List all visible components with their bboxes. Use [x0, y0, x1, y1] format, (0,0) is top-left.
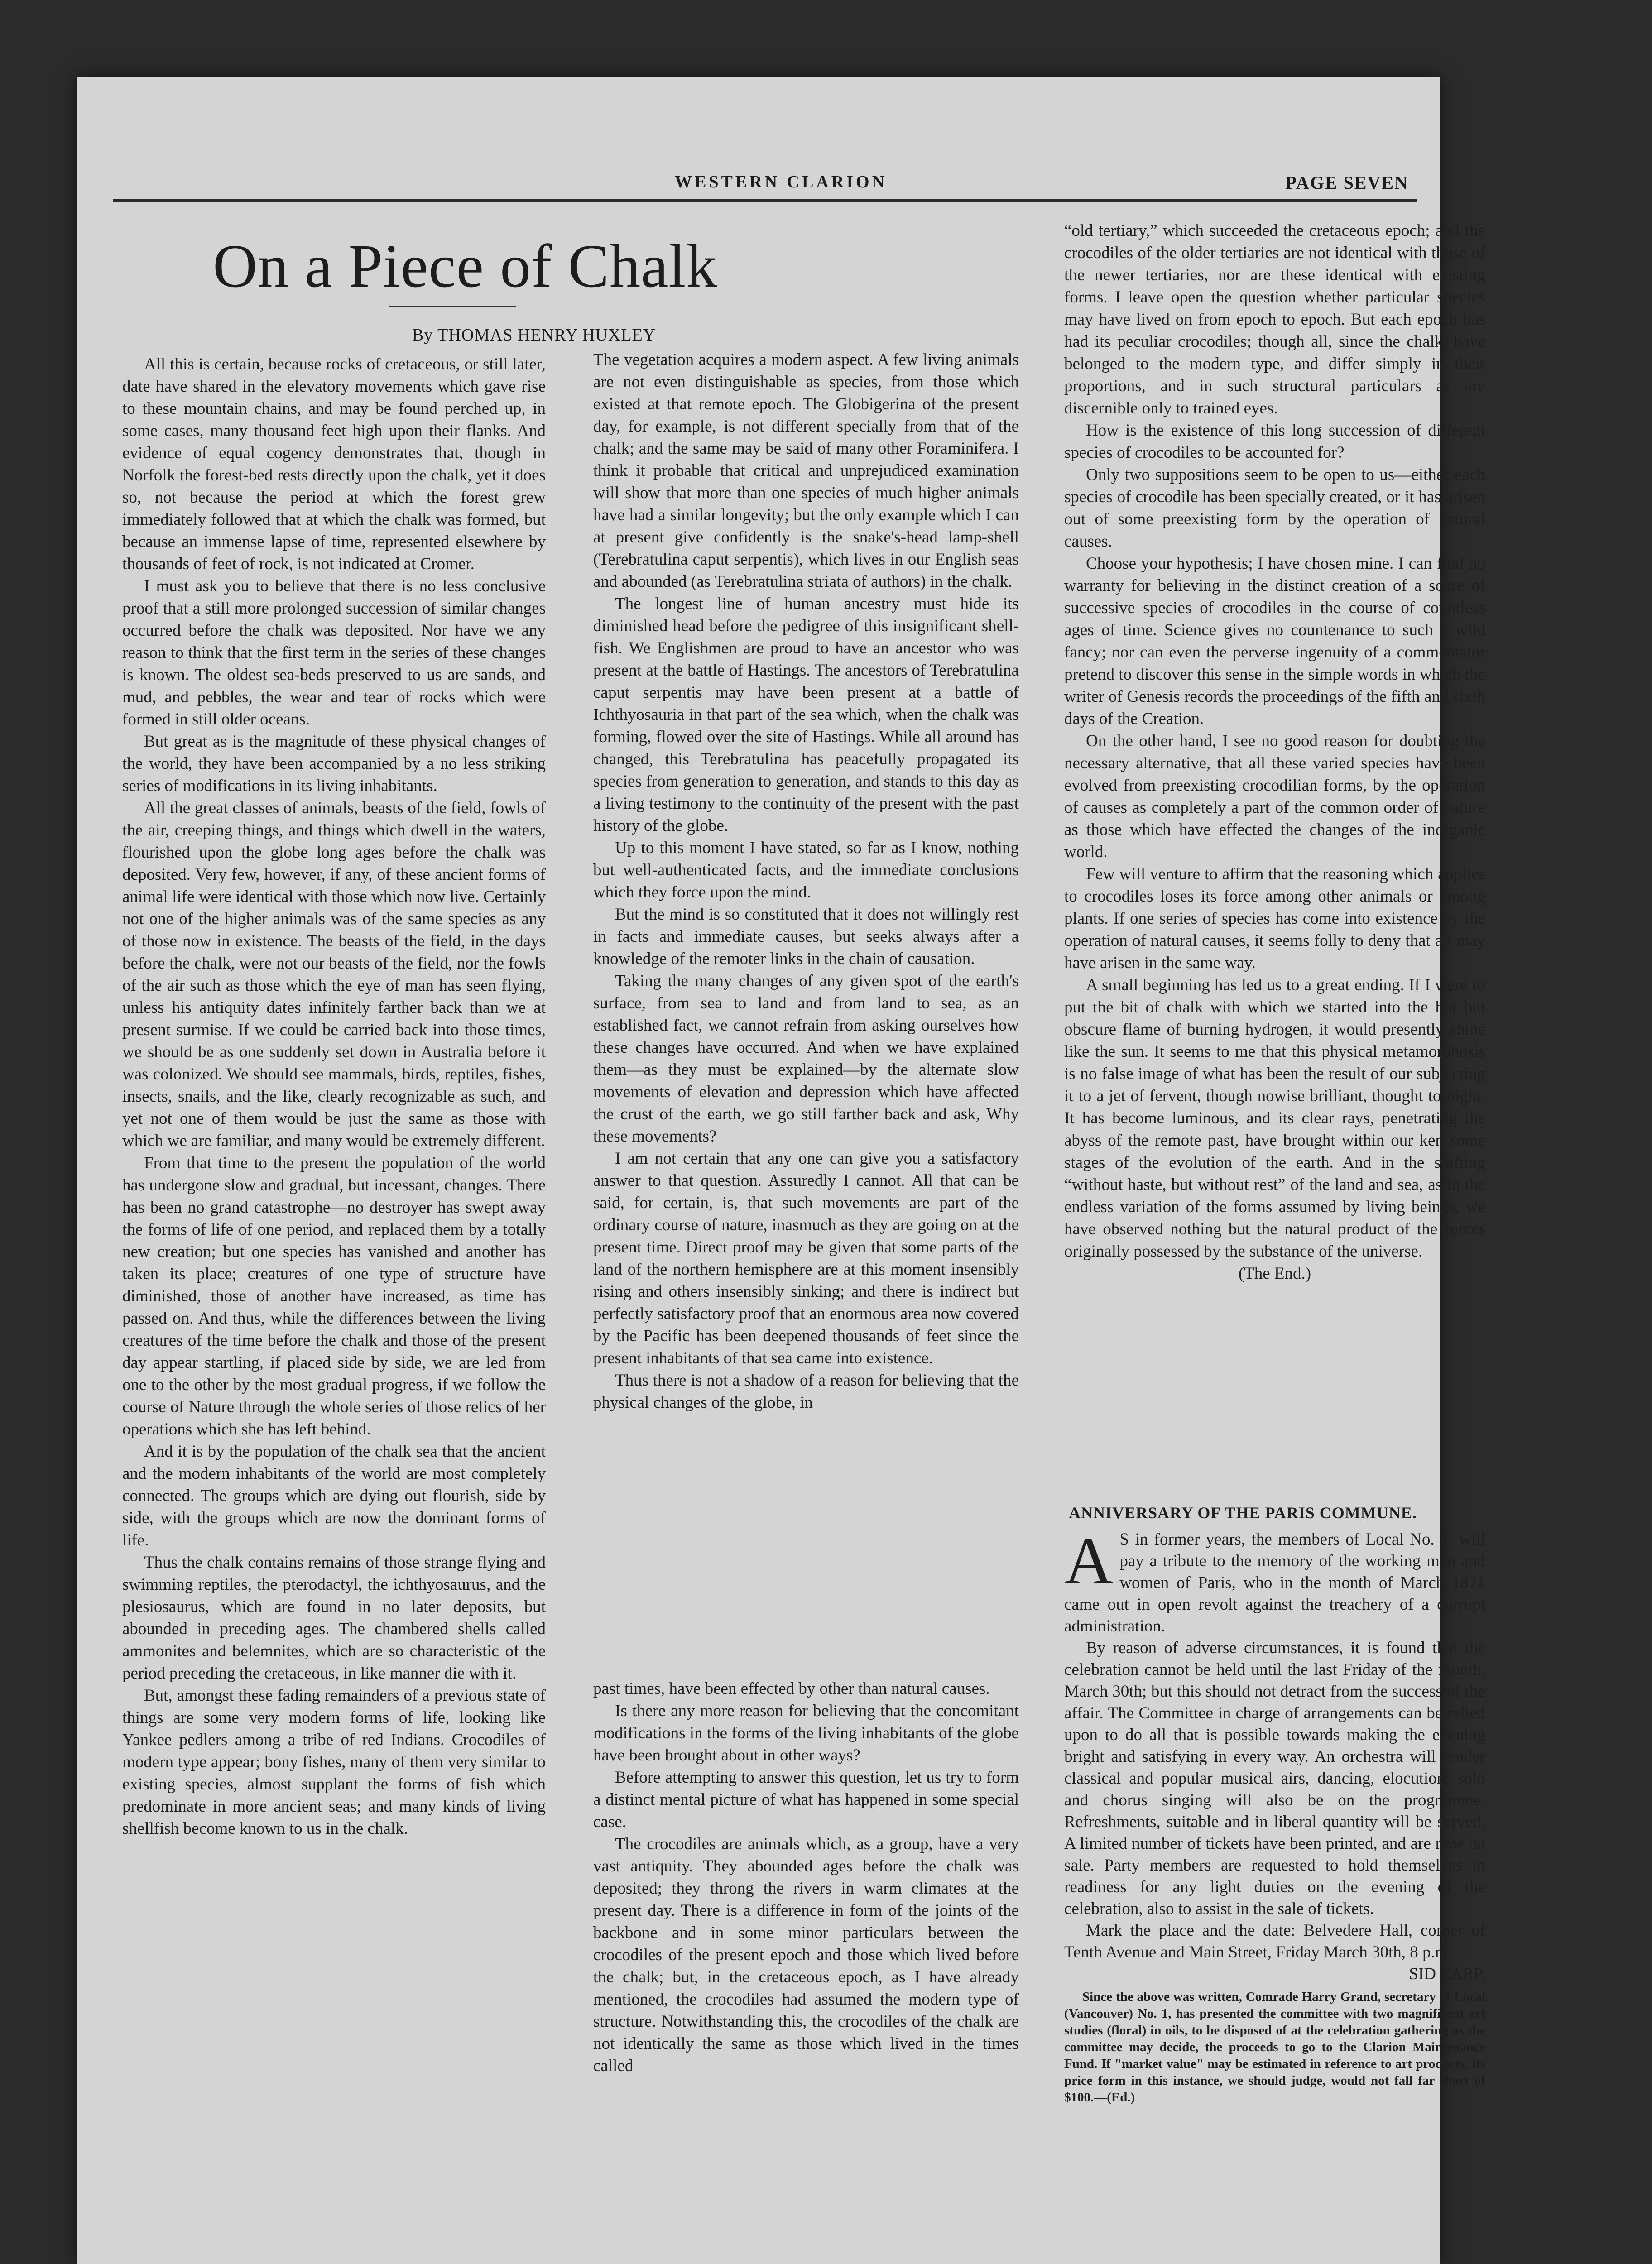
newspaper-name: WESTERN CLARION — [675, 173, 888, 192]
article-byline: By THOMAS HENRY HUXLEY — [412, 326, 656, 345]
paragraph: Taking the many changes of any given spot of the earth's surface, from sea to land and from land to sea, as an established fact, we cannot refrain from asking ourselves how these changes have occurred. And when we have explained them—as they must be explained—by the alternate slow movements of elevation and depression which have affected the crust of the earth, we go still farther back and ask, Why these movements? — [593, 972, 1019, 1146]
paragraph: On the other hand, I see no good reason for doubting the necessary alternative, that all these varied species have been evolved from preexisting crocodilian forms, by the operation of causes as completely a part of the common order of nature as those which have effected the changes of the inorganic world. — [1064, 732, 1485, 861]
notice-heading: ANNIVERSARY OF THE PARIS COMMUNE. — [1069, 1504, 1417, 1522]
paragraph: Before attempting to answer this question, let us try to form a distinct mental picture of what has happened in some special case. — [593, 1768, 1019, 1831]
paragraph: All this is certain, because rocks of cretaceous, or still later, date have shared in the elevatory movements which gave rise to these mountain chains, and may be found perched up, in some cases, many thousand feet high upon their flanks. And evidence of equal cogency demonstrates that, though in Norfolk the forest-bed rests directly upon the chalk, yet it does so, not because the period at which the forest grew immediately followed that at which the chalk was formed, but because an immense lapse of time, represented elsewhere by thousands of feet of rock, is not indicated at Cromer. — [122, 355, 546, 573]
paragraph: I am not certain that any one can give you a satisfactory answer to that question. Assuredly I cannot. All that can be said, for certain, is, that such movements are part of the ordinary course of nature, inasmuch as they are going on at the present time. Direct proof may be given that some parts of the land of the northern hemisphere are at this moment insensibly rising and others insensibly sinking; and there is indirect but perfectly satisfactory proof that an enormous area now covered by the Pacific has been deepened thousands of feet since the present inhabitants of that sea came into existence. — [593, 1149, 1019, 1367]
title-rule — [389, 306, 516, 307]
paragraph: How is the existence of this long succession of different species of crocodiles to be accounted for? — [1064, 421, 1485, 462]
paragraph: The vegetation acquires a modern aspect. A few living animals are not even distinguishable as species, from those which existed at that remote epoch. The Globigerina of the present day, for example, is not different specially from that of the chalk; and the same may be said of many other Foraminifera. I think it probable that critical and unprejudiced examination will show that more than one species of much higher animals have had a similar longevity; but the only example which I can at present give confidently is the snake's-head lamp-shell (Terebratulina caput serpentis), which lives in our English seas and abounded (as Terebratulina striata of authors) in the chalk. — [593, 350, 1019, 591]
paragraph: By reason of adverse circumstances, it is found that the celebration cannot be held until the last Friday of the month, March 30th; but this should not detract from the success of the affair. The Committee in charge of arrangements can be relied upon to do all that is possible towards making the evening bright and satisfying in every way. An orchestra will render classical and popular musical airs, dancing, elocution, solo and chorus singing will also be on the programme. Refreshments, suitable and in liberal quantity will be served. A limited number of tickets have been printed, and are now on sale. Party members are requested to hold themselves in readiness for any light duties on the evening of the celebration, also to assist in the sale of tickets. — [1064, 1639, 1485, 1918]
end-mark: (The End.) — [1238, 1264, 1311, 1283]
masthead — [113, 172, 1417, 202]
paragraph: Mark the place and the date: Belvedere Hall, corner of Tenth Avenue and Main Street, Friday March 30th, 8 p.m. — [1064, 1921, 1485, 1962]
paragraph: The longest line of human ancestry must hide its diminished head before the pedigree of this insignificant shell-fish. We Englishmen are proud to have an ancestor who was present at the battle of Hastings. The ancestors of Terebratulina caput serpentis may have been present at a battle of Ichthyosauria in that part of the sea which, when the chalk was forming, flowed over the site of Hastings. While all around has changed, this Terebratulina has peacefully propagated its species from generation to generation, and stands to this day as a living testimony to the continuity of the present with the past history of the globe. — [593, 595, 1019, 835]
paragraph: Few will venture to affirm that the reasoning which applies to crocodiles loses its force among other animals or among plants. If one series of species has come into existence by the operation of natural causes, it seems folly to deny that all may have arisen in the same way. — [1064, 865, 1485, 972]
paragraph: I must ask you to believe that there is no less conclusive proof that a still more prolonged succession of similar changes occurred before the chalk was deposited. Nor have we any reason to think that the first term in the series of these changes is known. The oldest sea-beds preserved to us are sands, and mud, and pebbles, the wear and tear of rocks which were formed in still older oceans. — [122, 577, 546, 729]
paragraph: Choose your hypothesis; I have chosen mine. I can find no warranty for believing in the distinct creation of a score of successive species of crocodiles in the course of countless ages of time. Science gives no countenance to such a wild fancy; nor can even the perverse ingenuity of a commentator pretend to discover this sense in the simple words in which the writer of Genesis records the proceedings of the fifth and sixth days of the Creation. — [1064, 554, 1485, 728]
notice-first-paragraph — [1064, 1523, 1485, 1637]
paragraph: past times, have been effected by other than natural causes. — [593, 1679, 990, 1698]
notice-body — [1064, 1523, 1485, 2106]
paragraph: “old tertiary,” which succeeded the cretaceous epoch; and the crocodiles of the older tertiaries are not identical with those of the newer tertiaries, nor are these identical with existing forms. I leave open the question whether particular species may have lived on from epoch to epoch. But each epoch has had its peculiar crocodiles; though all, since the chalk, have belonged to the modern type, and differ simply in their proportions, and in such structural particulars as are discernible only to trained eyes. — [1064, 221, 1485, 417]
paragraph: All the great classes of animals, beasts of the field, fowls of the air, creeping things, and things which dwell in the waters, flourished upon the globe long ages before the chalk was deposited. Very few, however, if any, of these ancient forms of animal life were identical with those which now live. Certainly not one of the higher animals was of the same species as any of those now in existence. The beasts of the field, in the days before the chalk, were not our beasts of the field, nor the fowls of the air such as those which the eye of man has seen flying, unless his antiquity dates infinitely farther back than we at present surmise. If we could be carried back into those times, we should be as one suddenly set down in Australia before it was colonized. We should see mammals, birds, reptiles, fishes, insects, snails, and the like, clearly recognizable as such, and yet not one of them would be just the same as those with which we are familiar, and many would be extremely different. — [122, 799, 546, 1150]
article-title: On a Piece of Chalk — [213, 232, 718, 300]
page-number: PAGE SEVEN — [1285, 173, 1408, 193]
paragraph: Thus there is not a shadow of a reason for believing that the physical changes of the globe, in — [593, 1371, 1019, 1412]
drop-cap: A — [1064, 1523, 1114, 1598]
article-column-2-bottom — [593, 1678, 1019, 2171]
article-column-2-top — [593, 349, 1019, 1666]
notice-first-text: S in former years, the members of Local No. 1, will pay a tribute to the memory of the working men and women of Paris, who in the month of March 1871 came out in open revolt against the treachery of a corrupt administration. — [1064, 1530, 1485, 1636]
paragraph: But the mind is so constituted that it does not willingly rest in facts and immediate causes, but seeks always after a knowledge of the remoter links in the chain of causation. — [593, 905, 1019, 968]
paragraph: Only two suppositions seem to be open to us—either each species of crocodile has been specially created, or it has arisen out of some preexisting form by the operation of natural causes. — [1064, 465, 1485, 551]
paragraph: Is there any more reason for believing that the concomitant modifications in the forms of the living inhabitants of the globe have been brought about in other ways? — [593, 1702, 1019, 1765]
editor-note: Since the above was written, Comrade Harry Grand, secretary of Local (Vancouver) No. 1, has presented the committee with two magnificent art studies (floral) in oils, to be disposed of at the celebration gathering as the committee may decide, the proceeds to go to the Clarion Maintenance Fund. If "market value" may be estimated in reference to art products, its price form in this instance, we should judge, would not fall far short of $100.—(Ed.) — [1064, 1990, 1485, 2105]
paragraph: But great as is the magnitude of these physical changes of the world, they have been accompanied by a no less striking series of modifications in its living inhabitants. — [122, 732, 546, 795]
newspaper-page — [77, 77, 1485, 2264]
paragraph: Thus the chalk contains remains of those strange flying and swimming reptiles, the pterodactyl, the ichthyosaurus, and the plesiosaurus, which are found in no later deposits, but abounded in preceding ages. The chambered shells called ammonites and belemnites, which are so characteristic of the period preceding the cretaceous, in like manner die with it. — [122, 1553, 546, 1683]
notice-signature: SID EARP. — [1409, 1965, 1485, 1983]
paragraph: Up to this moment I have stated, so far as I know, nothing but well-authenticated facts, and the immediate conclusions which they force upon the mind. — [593, 839, 1019, 902]
paragraph: But, amongst these fading remainders of a previous state of things are some very modern forms of life, looking like Yankee pedlers among a tribe of red Indians. Crocodiles of modern type appear; bony fishes, many of them very similar to existing species, almost supplant the forms of fish which predominate in more ancient seas; and many kinds of living shellfish become known to us in the chalk. — [122, 1686, 546, 1838]
paragraph: A small beginning has led us to a great ending. If I were to put the bit of chalk with which we started into the hot but obscure flame of burning hydrogen, it would presently shine like the sun. It seems to me that this physical metamorphosis is no false image of what has been the result of our subjecting it to a jet of fervent, though nowise brilliant, thought to-night. It has become luminous, and its clear rays, penetrating the abyss of the remote past, have brought within our ken some stages of the evolution of the earth. And in the shifting “without haste, but without rest” of the land and sea, as in the endless variation of the forms assumed by living beings, we have observed nothing but the natural product of the forces originally possessed by the substance of the universe. — [1064, 976, 1485, 1261]
paragraph: From that time to the present the population of the world has undergone slow and gradual, but incessant, changes. There has been no grand catastrophe—no destroyer has swept away the forms of life of one period, and replaced them by a totally new creation; but one species has vanished and another has taken its place; creatures of one type of structure have diminished, those of another have increased, as time has passed on. And thus, while the differences between the living creatures of the time before the chalk and those of the present day appear startling, if placed side by side, we are led from one to the other by the most gradual progress, if we follow the course of Nature through the whole series of those relics of her operations which she has left behind. — [122, 1154, 546, 1439]
article-column-1 — [122, 353, 546, 2164]
article-column-3 — [1064, 220, 1485, 1497]
paragraph: And it is by the population of the chalk sea that the ancient and the modern inhabitants of the world are most completely connected. The groups which are dying out flourish, side by side, with the groups which are now the dominant forms of life. — [122, 1442, 546, 1549]
paragraph: The crocodiles are animals which, as a group, have a very vast antiquity. They abounded ages before the chalk was deposited; they throng the rivers in warm climates at the present day. There is a difference in form of the joints of the backbone and in some minor particulars between the crocodiles of the present epoch and those which lived before the chalk; but, in the cretaceous epoch, as I have already mentioned, the crocodiles had assumed the modern type of structure. Notwithstanding this, the crocodiles of the chalk are not identically the same as those which lived in the times called — [593, 1835, 1019, 2075]
paris-commune-notice — [1064, 1503, 1485, 2210]
